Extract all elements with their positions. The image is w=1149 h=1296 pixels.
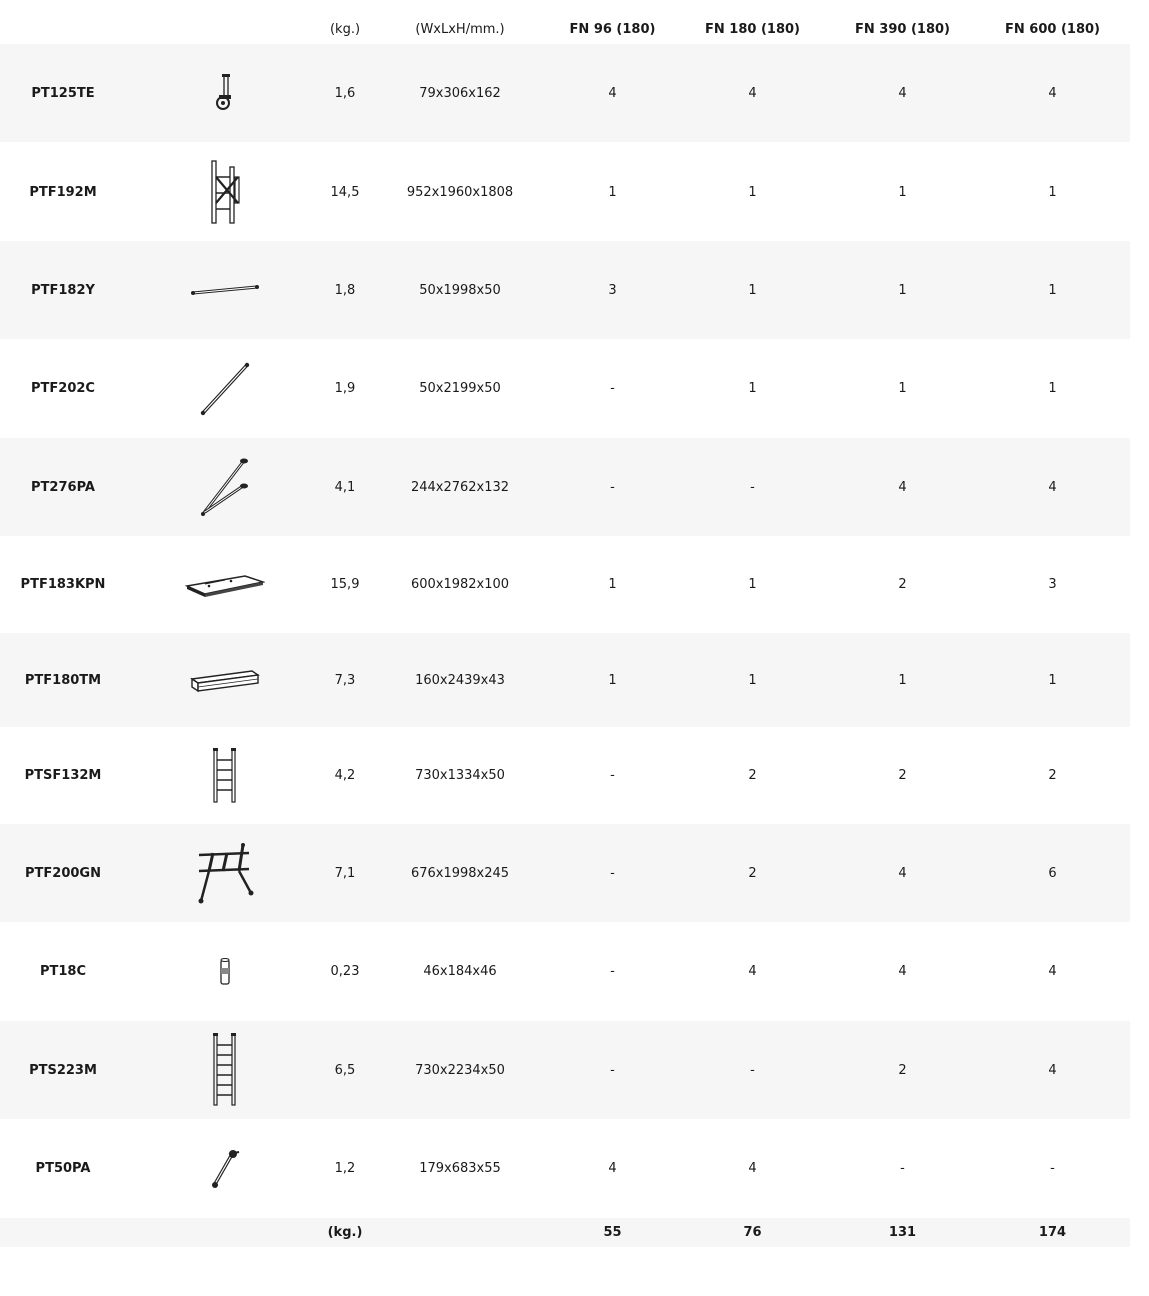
braced-frame-icon: [160, 143, 290, 241]
product-code: PTSF132M: [24, 768, 102, 783]
adjustable-leg-icon: [160, 1119, 290, 1218]
dimensions-unit-header: (WxLxH/mm.): [415, 21, 505, 37]
product-code: PT18C: [39, 964, 87, 979]
weight-value: 1,8: [334, 282, 356, 298]
table-row: [0, 1021, 1130, 1119]
quantity-cell: 2: [748, 768, 757, 783]
quantity-cell: -: [750, 479, 755, 495]
quantity-cell: 4: [1048, 479, 1057, 495]
dimensions-value: 179x683x55: [419, 1161, 501, 1176]
dimensions-value: 244x2762x132: [410, 479, 510, 495]
quantity-cell: 1: [898, 672, 907, 688]
product-code: PTS223M: [29, 1062, 97, 1078]
quantity-cell: 4: [1048, 85, 1057, 101]
total-fn390: 131: [888, 1225, 917, 1240]
total-fn180: 76: [743, 1225, 762, 1240]
quantity-cell: -: [610, 964, 615, 979]
product-code: PTF202C: [31, 381, 95, 396]
quantity-cell: 1: [748, 672, 757, 688]
quantity-cell: 4: [898, 964, 907, 979]
quantity-cell: 1: [608, 184, 617, 200]
total-fn96: 55: [603, 1225, 622, 1240]
dimensions-value: 50x2199x50: [419, 381, 501, 396]
weight-value: 0,23: [330, 964, 360, 979]
weight-value: 1,2: [334, 1161, 356, 1176]
quantity-cell: 2: [898, 768, 907, 783]
quantity-cell: -: [610, 768, 615, 783]
quantity-cell: 2: [1048, 768, 1057, 783]
quantity-cell: 1: [898, 381, 907, 396]
table-row: [0, 1119, 1130, 1218]
weight-value: 7,3: [334, 672, 356, 688]
quantity-cell: 4: [898, 85, 907, 101]
quantity-cell: 1: [898, 282, 907, 298]
toeboard-icon: [160, 633, 290, 727]
quantity-cell: 1: [1048, 184, 1057, 200]
column-header-fn600: FN 600 (180): [1005, 21, 1100, 37]
quantity-cell: -: [1050, 1161, 1055, 1176]
weight-value: 15,9: [330, 577, 360, 592]
dimensions-value: 730x1334x50: [415, 768, 505, 783]
product-code: PTF182Y: [31, 282, 95, 298]
quantity-cell: 1: [608, 672, 617, 688]
quantity-cell: 1: [1048, 672, 1057, 688]
quantity-cell: -: [610, 865, 615, 881]
table-row: [0, 44, 1130, 142]
table-row: [0, 339, 1130, 438]
column-header-fn96: FN 96 (180): [569, 21, 656, 37]
dimensions-value: 160x2439x43: [415, 672, 505, 688]
quantity-cell: 4: [898, 865, 907, 881]
weight-value: 7,1: [334, 865, 356, 881]
product-code: PTF200GN: [25, 865, 101, 881]
table-row: [0, 922, 1130, 1021]
guardrail-frame-icon: [160, 824, 290, 922]
weight-value: 14,5: [330, 184, 360, 200]
caster-wheel-icon: [160, 44, 290, 142]
dimensions-value: 730x2234x50: [415, 1062, 505, 1078]
quantity-cell: 1: [898, 184, 907, 200]
quantity-cell: 2: [898, 1062, 907, 1078]
quantity-cell: -: [750, 1062, 755, 1078]
quantity-cell: -: [610, 381, 615, 396]
quantity-cell: 2: [898, 577, 907, 592]
quantity-cell: 4: [748, 1161, 757, 1176]
total-fn600: 174: [1038, 1225, 1067, 1240]
quantity-cell: 1: [748, 577, 757, 592]
product-code: PT276PA: [31, 479, 95, 495]
quantity-cell: 1: [1048, 282, 1057, 298]
quantity-cell: 2: [748, 865, 757, 881]
dimensions-value: 50x1998x50: [419, 282, 501, 298]
dimensions-value: 952x1960x1808: [406, 184, 514, 200]
quantity-cell: 4: [1048, 1062, 1057, 1078]
weight-value: 4,1: [334, 479, 356, 495]
diagonal-brace-icon: [160, 339, 290, 438]
quantity-cell: 4: [748, 964, 757, 979]
table-header: [0, 14, 1130, 44]
quantity-cell: -: [610, 1062, 615, 1078]
quantity-cell: 4: [608, 85, 617, 101]
weight-value: 4,2: [334, 768, 356, 783]
quantity-cell: 1: [748, 184, 757, 200]
totals-weight-unit: (kg.): [327, 1225, 363, 1240]
table-row: [0, 633, 1130, 727]
weight-value: 1,6: [334, 85, 356, 101]
quantity-cell: 1: [1048, 381, 1057, 396]
quantity-cell: 6: [1048, 865, 1057, 881]
quantity-cell: 1: [748, 381, 757, 396]
quantity-cell: 4: [898, 479, 907, 495]
product-code: PTF180TM: [24, 672, 102, 688]
ladder-frame-short-icon: [160, 727, 290, 824]
table-row: [0, 824, 1130, 922]
quantity-cell: 3: [608, 282, 617, 298]
spigot-icon: [160, 922, 290, 1021]
weight-value: 6,5: [334, 1062, 356, 1078]
product-code: PT125TE: [31, 85, 95, 101]
weight-value: 1,9: [334, 381, 356, 396]
horizontal-brace-icon: [160, 241, 290, 339]
stabiliser-icon: [160, 438, 290, 536]
table-row: [0, 438, 1130, 536]
ladder-frame-tall-icon: [160, 1021, 290, 1119]
column-header-fn390: FN 390 (180): [855, 21, 950, 37]
column-header-fn180: FN 180 (180): [705, 21, 800, 37]
table-row: [0, 241, 1130, 339]
quantity-cell: 1: [748, 282, 757, 298]
dimensions-value: 79x306x162: [419, 85, 501, 101]
dimensions-value: 600x1982x100: [410, 577, 510, 592]
product-code: PTF192M: [29, 184, 97, 200]
table-row: [0, 727, 1130, 824]
quantity-cell: 1: [608, 577, 617, 592]
weight-unit-header: (kg.): [329, 21, 361, 37]
product-code: PT50PA: [35, 1161, 91, 1176]
quantity-cell: -: [900, 1161, 905, 1176]
platform-hatch-icon: [160, 536, 290, 633]
dimensions-value: 46x184x46: [423, 964, 497, 979]
quantity-cell: 4: [1048, 964, 1057, 979]
table-row: [0, 536, 1130, 633]
quantity-cell: -: [610, 479, 615, 495]
quantity-cell: 4: [748, 85, 757, 101]
table-row: [0, 143, 1130, 241]
quantity-cell: 3: [1048, 577, 1057, 592]
quantity-cell: 4: [608, 1161, 617, 1176]
product-code: PTF183KPN: [20, 577, 106, 592]
dimensions-value: 676x1998x245: [410, 865, 510, 881]
totals-row: [0, 1218, 1130, 1247]
